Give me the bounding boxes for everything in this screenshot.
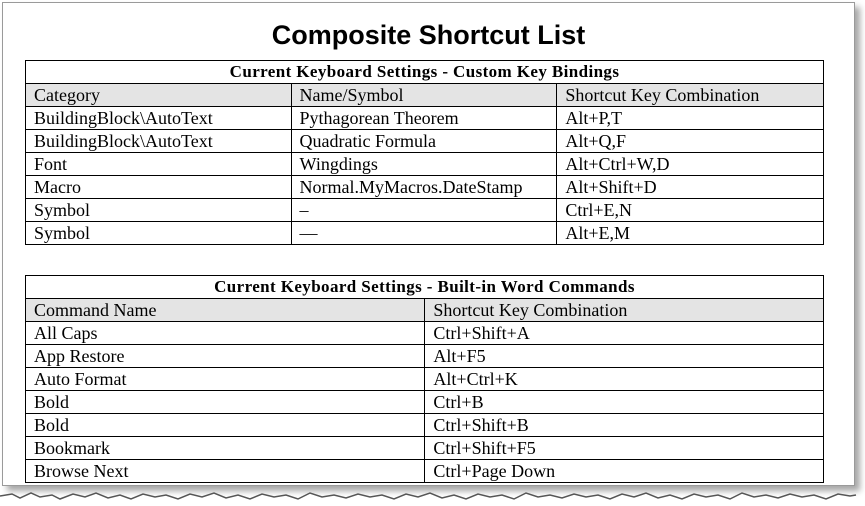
column-header-name-symbol: Name/Symbol — [291, 84, 557, 107]
column-header-shortcut: Shortcut Key Combination — [557, 84, 824, 107]
table-cell: Symbol — [26, 199, 292, 222]
table-cell: Browse Next — [26, 460, 425, 483]
table-row — [26, 391, 824, 414]
table-header-row — [26, 299, 824, 322]
table-cell: Ctrl+E,N — [557, 199, 824, 222]
table-cell: Font — [26, 153, 292, 176]
table-cell: Wingdings — [291, 153, 557, 176]
table-row — [26, 437, 824, 460]
table-row — [26, 322, 824, 345]
table-row — [26, 368, 824, 391]
table-cell: Alt+Shift+D — [557, 176, 824, 199]
table-cell: Macro — [26, 176, 292, 199]
table-cell: – — [291, 199, 557, 222]
table-row — [26, 345, 824, 368]
table-cell: Alt+Ctrl+W,D — [557, 153, 824, 176]
table-cell: Bookmark — [26, 437, 425, 460]
table-cell: Ctrl+Shift+B — [425, 414, 824, 437]
table-row — [26, 107, 824, 130]
table-cell: Quadratic Formula — [291, 130, 557, 153]
table-caption-row — [26, 276, 824, 299]
column-header-category: Category — [26, 84, 292, 107]
table-cell: Ctrl+Shift+A — [425, 322, 824, 345]
table-row — [26, 130, 824, 153]
column-header-shortcut: Shortcut Key Combination — [425, 299, 824, 322]
table-cell: Bold — [26, 414, 425, 437]
table-cell: Normal.MyMacros.DateStamp — [291, 176, 557, 199]
table-row — [26, 222, 824, 245]
table-cell: Alt+Q,F — [557, 130, 824, 153]
table-row — [26, 176, 824, 199]
table-cell: Ctrl+Shift+F5 — [425, 437, 824, 460]
table-cell: Alt+F5 — [425, 345, 824, 368]
table-header-row — [26, 84, 824, 107]
table-cell: Ctrl+B — [425, 391, 824, 414]
table-cell: App Restore — [26, 345, 425, 368]
table-cell: Symbol — [26, 222, 292, 245]
document-page — [2, 2, 855, 486]
torn-page-edge — [0, 466, 865, 506]
table-row — [26, 153, 824, 176]
table-cell: — — [291, 222, 557, 245]
table-cell: Auto Format — [26, 368, 425, 391]
table-cell: Alt+Ctrl+K — [425, 368, 824, 391]
table-cell: Alt+E,M — [557, 222, 824, 245]
table-caption: Current Keyboard Settings - Built-in Word Commands — [26, 276, 824, 299]
custom-key-bindings-table — [25, 60, 824, 245]
table-caption-row — [26, 61, 824, 84]
page-title: Composite Shortcut List — [271, 20, 586, 50]
table-cell: All Caps — [26, 322, 425, 345]
table-cell: BuildingBlock\AutoText — [26, 130, 292, 153]
builtin-word-commands-table — [25, 275, 824, 483]
table-cell: Ctrl+Page Down — [425, 460, 824, 483]
table-row — [26, 414, 824, 437]
table-cell: Alt+P,T — [557, 107, 824, 130]
table-cell: Pythagorean Theorem — [291, 107, 557, 130]
table-cell: BuildingBlock\AutoText — [26, 107, 292, 130]
table-caption: Current Keyboard Settings - Custom Key Bindings — [26, 61, 824, 84]
table-row — [26, 199, 824, 222]
column-header-command-name: Command Name — [26, 299, 425, 322]
table-cell: Bold — [26, 391, 425, 414]
